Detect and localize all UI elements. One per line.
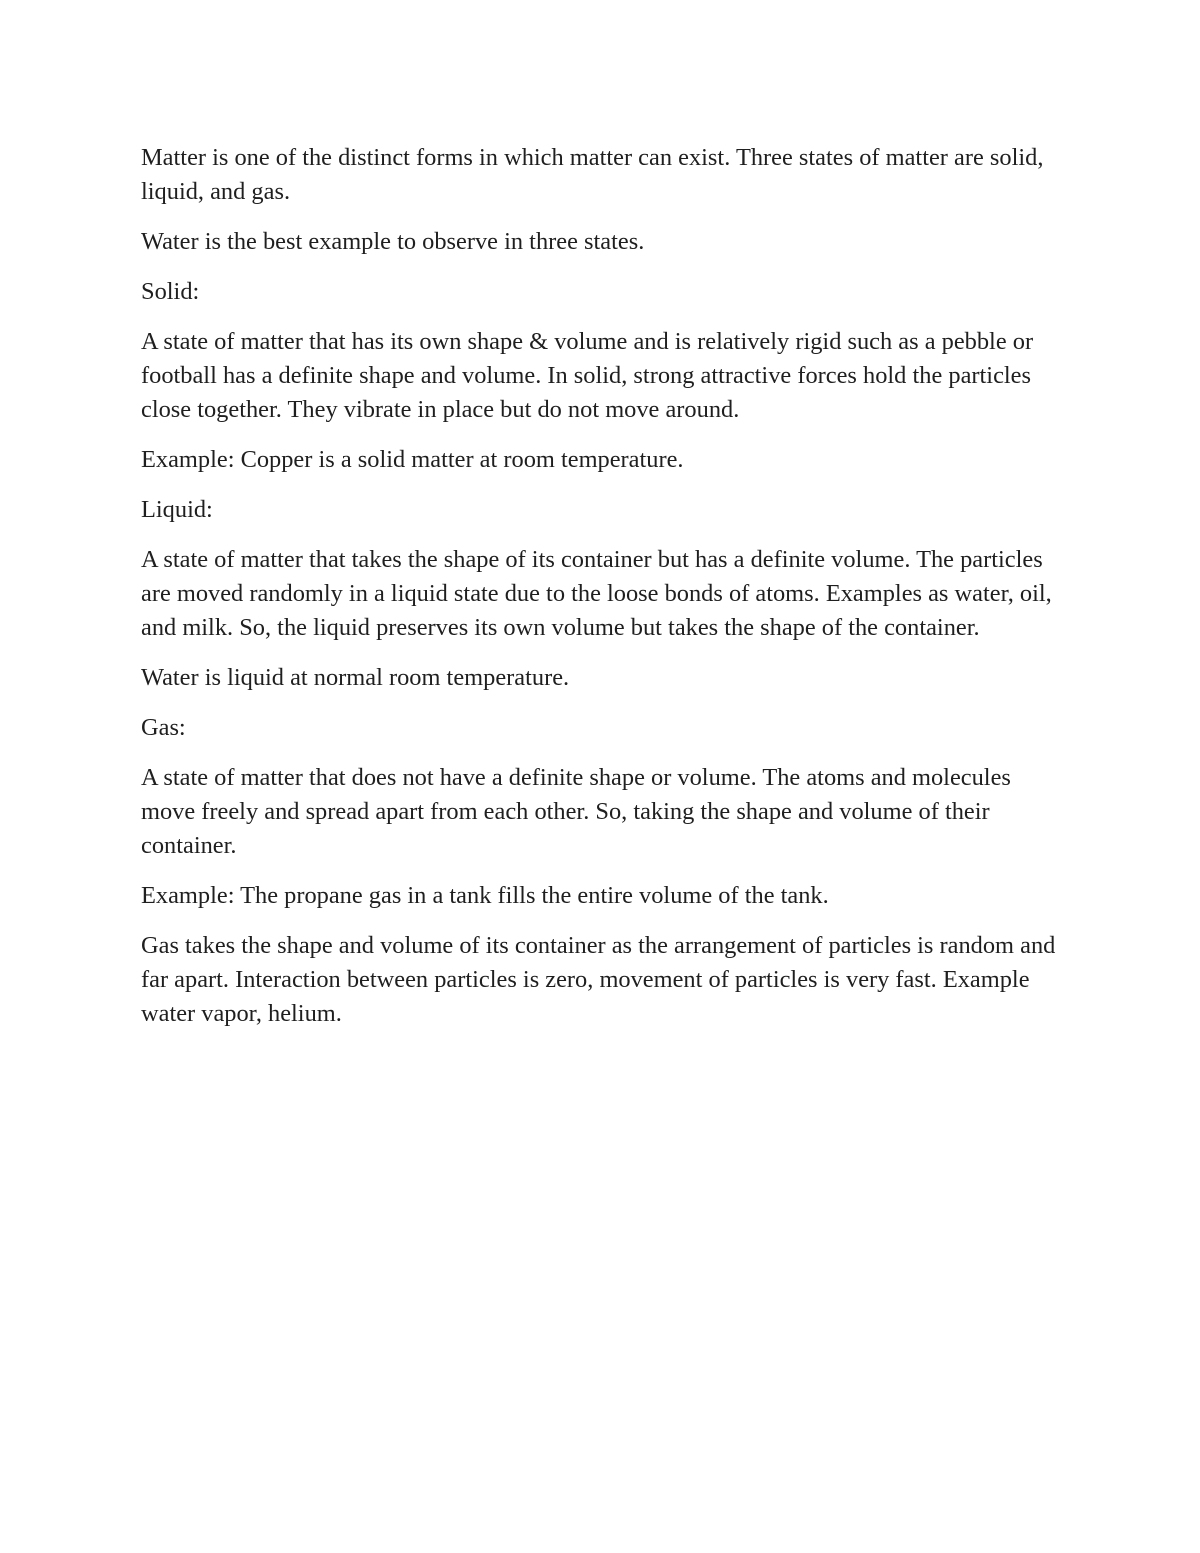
gas-description-paragraph: A state of matter that does not have a definite shape or volume. The atoms and molecules move freely and spread apart from each other. So, taking the shape and volume of their container. [141,764,1011,859]
gas-summary-paragraph: Gas takes the shape and volume of its container as the arrangement of particles is random and far apart. Interaction between particles is zero, movement of particles is very fast. Example water vapor, helium. [141,932,1056,1027]
solid-heading: Solid: [141,278,200,305]
gas-example-paragraph: Example: The propane gas in a tank fills the entire volume of the tank. [141,882,829,909]
document-body [141,141,1066,1047]
liquid-example-paragraph: Water is liquid at normal room temperature. [141,664,570,691]
gas-heading: Gas: [141,714,186,741]
water-example-paragraph: Water is the best example to observe in three states. [141,228,645,255]
liquid-heading: Liquid: [141,496,213,523]
liquid-description-paragraph: A state of matter that takes the shape of its container but has a definite volume. The particles are moved randomly in a liquid state due to the loose bonds of atoms. Examples as water, oil, and milk. So, the liquid preserves its own volume but takes the shape of the container. [141,546,1052,641]
solid-example-paragraph: Example: Copper is a solid matter at room temperature. [141,446,684,473]
solid-description-paragraph: A state of matter that has its own shape & volume and is relatively rigid such as a pebble or football has a definite shape and volume. In solid, strong attractive forces hold the particles close together. They vibrate in place but do not move around. [141,328,1034,423]
intro-paragraph: Matter is one of the distinct forms in which matter can exist. Three states of matter are solid, liquid, and gas. [141,144,1044,205]
